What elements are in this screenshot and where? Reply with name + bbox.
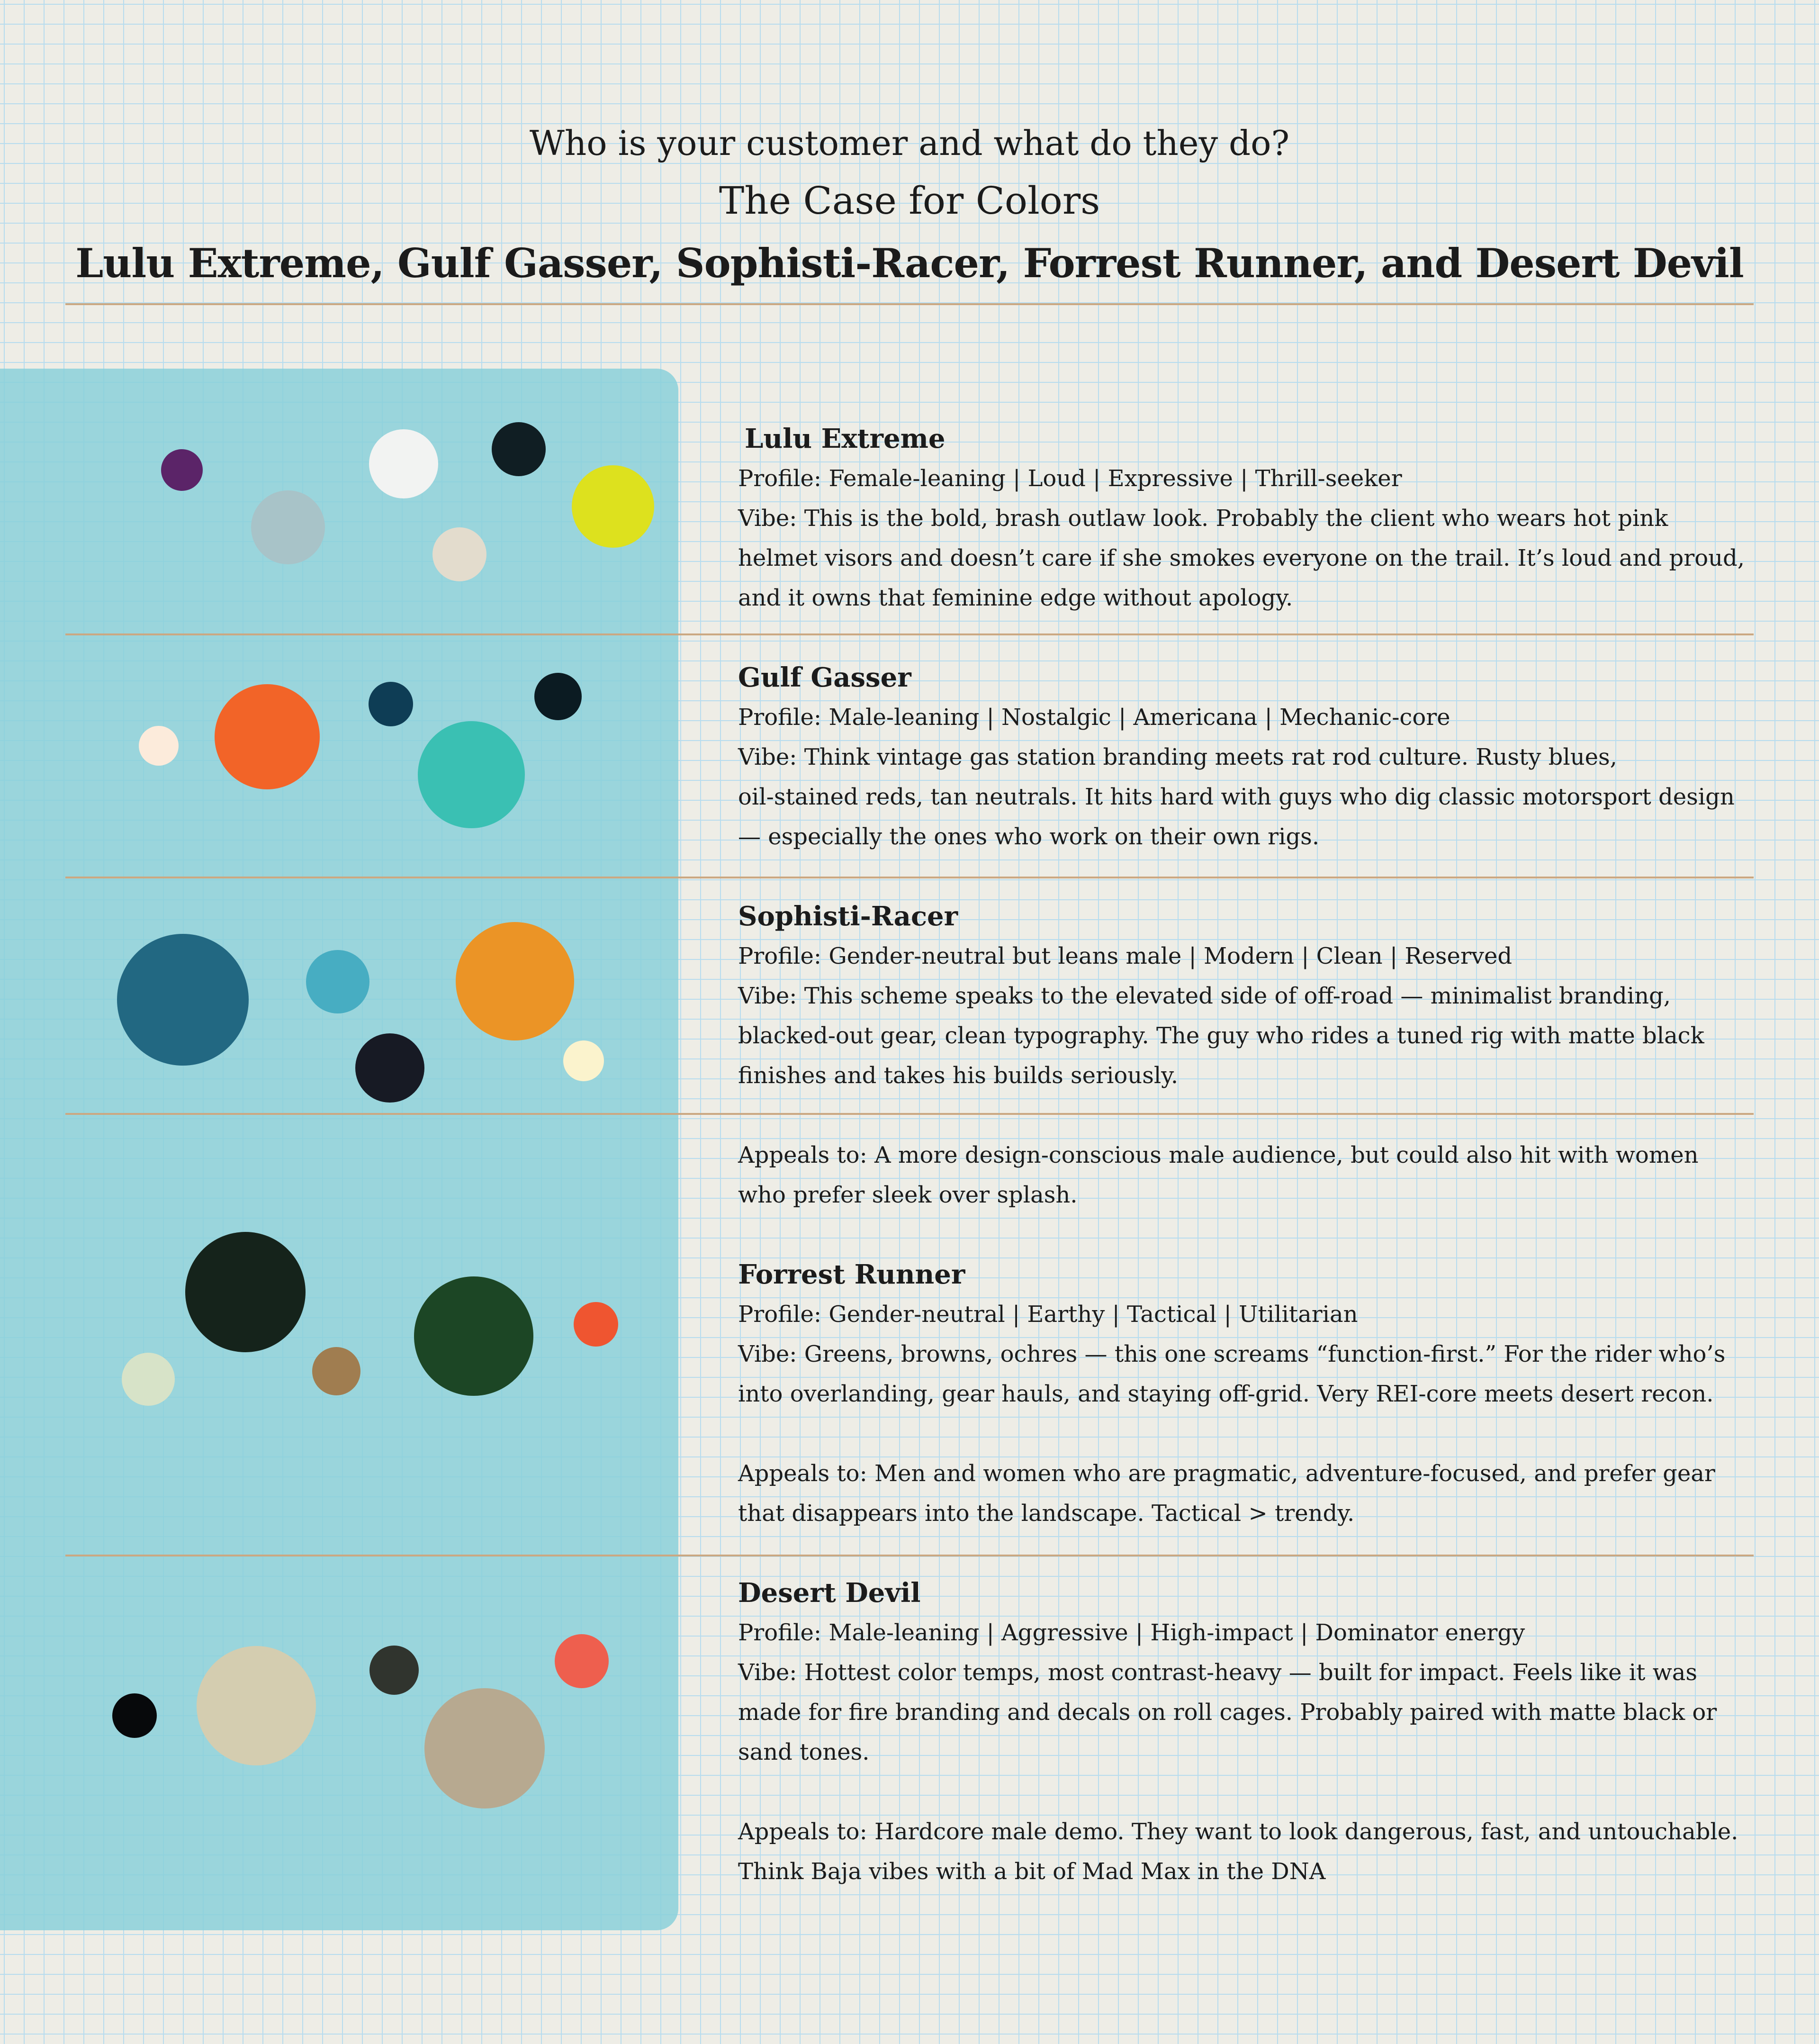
- swatch-dot: [197, 1646, 316, 1765]
- swatch-dot: [251, 490, 325, 564]
- section-sophisti-racer: [738, 896, 1733, 1095]
- swatch-dot: [534, 673, 582, 720]
- swatch-dot: [572, 465, 654, 548]
- vibe-text: Vibe: Hottest color temps, most contrast-heavy — built for impact. Feels like it was: [738, 1659, 1698, 1686]
- section-forrest-runner: [738, 1255, 1733, 1533]
- swatch-dot: [312, 1347, 360, 1395]
- profile-text: Profile: Male-leaning | Nostalgic | Americana | Mechanic-core: [738, 704, 1450, 731]
- section-title: Lulu Extreme: [745, 423, 946, 454]
- section-title: Gulf Gasser: [738, 662, 911, 693]
- swatch-dot: [112, 1693, 157, 1738]
- swatch-dot: [563, 1040, 604, 1081]
- swatch-dot: [574, 1302, 618, 1347]
- swatch-dot: [369, 682, 413, 726]
- swatch-dot: [122, 1353, 175, 1406]
- swatch-group-desert-devil: [112, 1634, 609, 1809]
- page-title: Lulu Extreme, Gulf Gasser, Sophisti-Racer, Forrest Runner, and Desert Devil: [75, 240, 1744, 287]
- section-desert-devil: [738, 1573, 1738, 1891]
- section-title: Desert Devil: [738, 1577, 921, 1609]
- swatch-dot: [369, 429, 438, 498]
- color-swatches: [0, 0, 678, 2044]
- vibe-text: Vibe: This is the bold, brash outlaw look. Probably the client who wears hot pink: [738, 505, 1668, 532]
- swatch-group-gulf-gasser: [139, 673, 582, 828]
- swatch-dot: [117, 934, 249, 1066]
- appeals-sophisti-racer: [738, 1135, 1733, 1215]
- swatch-dot: [456, 922, 574, 1040]
- section-title: Sophisti-Racer: [738, 901, 958, 932]
- vibe-text: — especially the ones who work on their own rigs.: [738, 823, 1320, 850]
- section-divider: [65, 877, 1754, 878]
- paragraph-gap: [738, 1414, 1733, 1454]
- appeals-text: that disappears into the landscape. Tactical > trendy.: [738, 1500, 1355, 1527]
- section-divider: [65, 1555, 1754, 1556]
- swatch-group-sophisti-racer: [117, 922, 604, 1103]
- swatch-dot: [306, 950, 369, 1013]
- swatch-dot: [414, 1276, 533, 1396]
- vibe-text: Vibe: Greens, browns, ochres — this one screams “function-first.” For the rider who’s: [738, 1341, 1726, 1367]
- vibe-text: Vibe: This scheme speaks to the elevated side of off-road — minimalist branding,: [738, 983, 1671, 1009]
- swatch-dot: [215, 684, 320, 789]
- vibe-text: made for fire branding and decals on roll cages. Probably paired with matte black or: [738, 1699, 1717, 1726]
- header-question: Who is your customer and what do they do?: [529, 123, 1290, 163]
- swatch-dot: [369, 1646, 419, 1695]
- vibe-text: helmet visors and doesn’t care if she smokes everyone on the trail. It’s loud and proud,: [738, 545, 1745, 571]
- swatch-dot: [424, 1688, 545, 1809]
- appeals-text: Appeals to: Hardcore male demo. They want to look dangerous, fast, and untouchable.: [738, 1818, 1738, 1845]
- vibe-text: into overlanding, gear hauls, and staying off-grid. Very REI-core meets desert recon.: [738, 1381, 1714, 1407]
- vibe-text: finishes and takes his builds seriously.: [738, 1062, 1179, 1089]
- vibe-text: oil-stained reds, tan neutrals. It hits hard with guys who dig classic motorsport design: [738, 784, 1735, 810]
- profile-text: Profile: Gender-neutral | Earthy | Tactical | Utilitarian: [738, 1301, 1358, 1328]
- swatch-dot: [555, 1634, 609, 1688]
- vibe-text: sand tones.: [738, 1739, 870, 1765]
- swatch-dot: [139, 726, 179, 766]
- appeals-text: Think Baja vibes with a bit of Mad Max in the DNA: [738, 1858, 1326, 1885]
- appeals-text: Appeals to: A more design-conscious male audience, but could also hit with women: [738, 1142, 1699, 1168]
- swatch-dot: [418, 721, 525, 828]
- header-subtitle: The Case for Colors: [719, 179, 1100, 223]
- section-title: Forrest Runner: [738, 1259, 965, 1290]
- swatch-dot: [355, 1033, 424, 1103]
- section-divider: [65, 1113, 1754, 1115]
- section-divider: [65, 633, 1754, 635]
- section-lulu-extreme: [738, 419, 1745, 618]
- profile-text: Profile: Male-leaning | Aggressive | High-impact | Dominator energy: [738, 1619, 1525, 1646]
- profile-text: Profile: Female-leaning | Loud | Expressive | Thrill-seeker: [738, 465, 1402, 492]
- appeals-text: who prefer sleek over splash.: [738, 1182, 1078, 1208]
- section-gulf-gasser: [738, 658, 1733, 857]
- vibe-text: blacked-out gear, clean typography. The guy who rides a tuned rig with matte black: [738, 1022, 1704, 1049]
- swatch-dot: [492, 422, 546, 476]
- profile-text: Profile: Gender-neutral but leans male | Modern | Clean | Reserved: [738, 943, 1513, 969]
- swatch-group-forrest-runner: [122, 1232, 618, 1406]
- appeals-text: Appeals to: Men and women who are pragmatic, adventure-focused, and prefer gear: [738, 1460, 1715, 1487]
- swatch-dot: [185, 1232, 306, 1352]
- swatch-dot: [161, 449, 203, 491]
- swatch-group-lulu-extreme: [161, 422, 654, 581]
- swatch-dot: [432, 527, 486, 581]
- paragraph-gap: [738, 1772, 1733, 1812]
- vibe-text: Vibe: Think vintage gas station branding meets rat rod culture. Rusty blues,: [738, 744, 1617, 770]
- vibe-text: and it owns that feminine edge without apology.: [738, 585, 1293, 611]
